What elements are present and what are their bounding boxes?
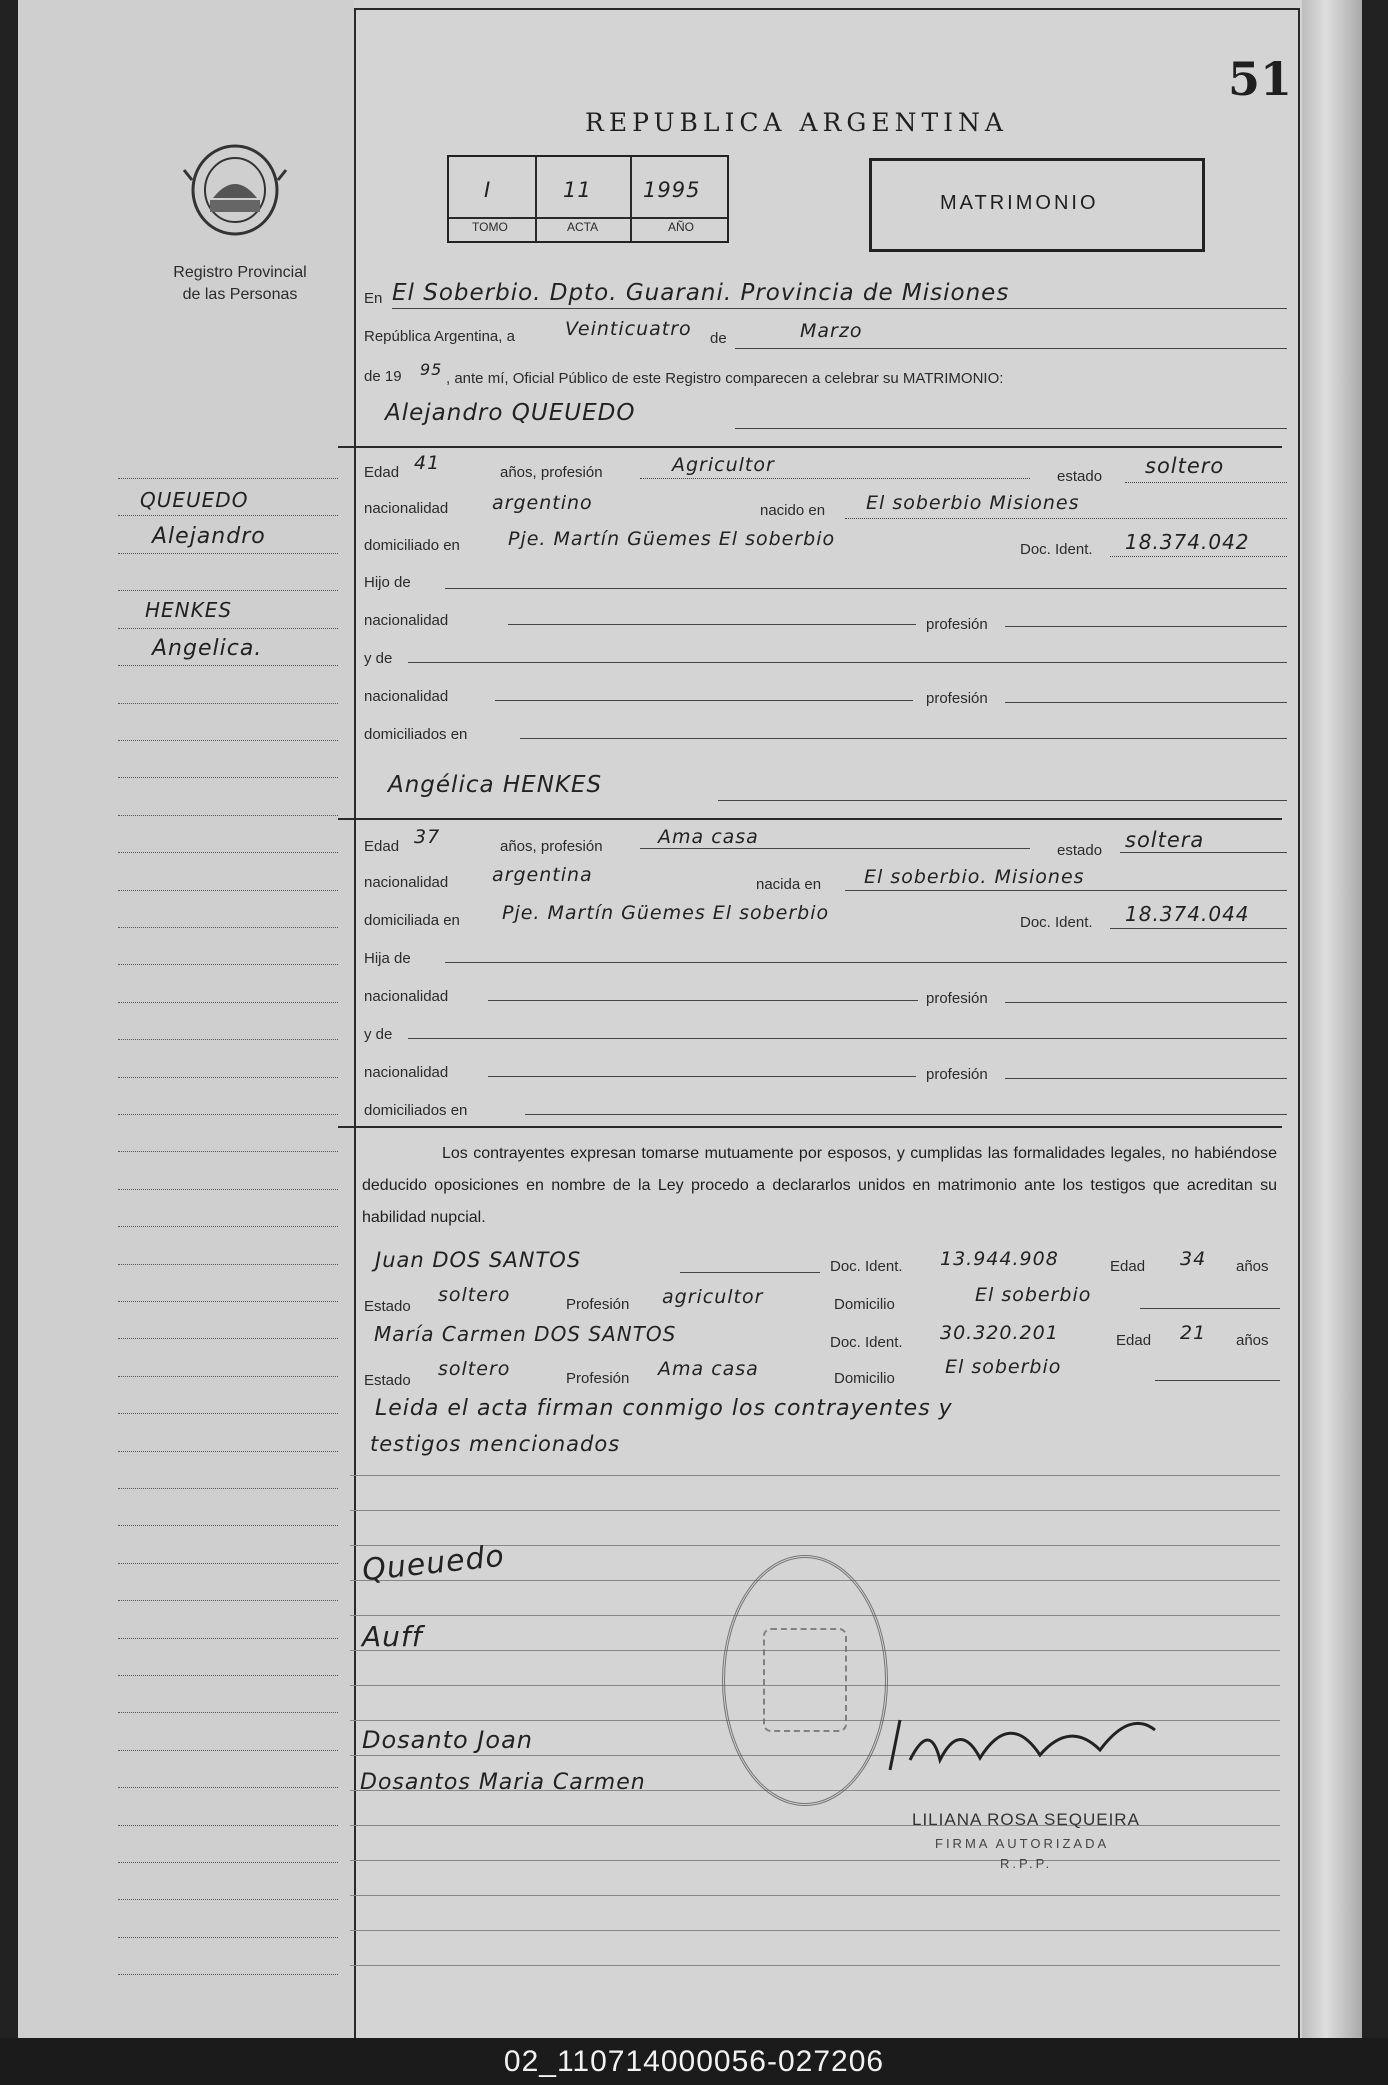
page-number: 51 (1228, 52, 1293, 106)
testigo2-estado: soltero (438, 1358, 511, 1380)
testigo2-dom-label: Domicilio (834, 1370, 895, 1387)
margin-note-name-1: Alejandro (152, 524, 266, 549)
signature-testigo-2: Dosantos Maria Carmen (360, 1770, 646, 1795)
footer-code: 02_110714000056-027206 (0, 2038, 1388, 2085)
day-value: Veinticuatro (565, 318, 692, 340)
doc-label-2: Doc. Ident. (1020, 914, 1093, 931)
section-rule (338, 446, 1282, 448)
officer-name: LILIANA ROSA SEQUEIRA (912, 1810, 1140, 1829)
nacido-label-2: nacida en (756, 876, 822, 893)
book-box-divider (630, 157, 632, 241)
estado-label-2: estado (1057, 842, 1103, 859)
doc-label-1: Doc. Ident. (1020, 541, 1093, 558)
dom-value-1: Pje. Martín Güemes El soberbio (508, 528, 836, 550)
testigo2-prof-label: Profesión (566, 1370, 630, 1387)
officer-title: FIRMA AUTORIZADA (935, 1836, 1110, 1851)
margin-note-surname-2: HENKES (145, 598, 233, 622)
testigo2-estado-label: Estado (364, 1372, 411, 1389)
tomo-label: TOMO (472, 220, 508, 234)
madre-prof-label-1: profesión (926, 690, 988, 707)
doc-value-1: 18.374.042 (1125, 530, 1250, 554)
nac-label-1: nacionalidad (364, 500, 449, 517)
estado-label-1: estado (1057, 468, 1103, 485)
testigo1-estado-label: Estado (364, 1298, 411, 1315)
section-rule (338, 818, 1282, 820)
registry-line-1: Registro Provincial (173, 264, 307, 281)
dom-label-1: domiciliado en (364, 537, 460, 554)
madre-nac-label-2: nacionalidad (364, 1064, 449, 1081)
anio-label: AÑO (668, 220, 695, 234)
testigo2-edad-label: Edad (1116, 1332, 1152, 1349)
nac-value-1: argentino (492, 492, 593, 514)
testigo2-edad: 21 (1180, 1322, 1207, 1344)
madre-nac-label-1: nacionalidad (364, 688, 449, 705)
padre-nac-label-1: nacionalidad (364, 612, 449, 629)
officer-signature-icon (870, 1700, 1170, 1790)
provincial-seal-icon (180, 140, 290, 240)
margin-divider (354, 8, 356, 2038)
official-stamp (722, 1555, 888, 1806)
edad-label-1: Edad (364, 464, 400, 481)
anio-value: 1995 (643, 178, 701, 202)
nacido-label-1: nacido en (760, 502, 826, 519)
testigo1-prof: agricultor (662, 1286, 764, 1308)
type-label: MATRIMONIO (940, 192, 1099, 214)
hija-label-2: Hija de (364, 950, 411, 967)
margin-note-surname-1: QUEUEDO (140, 488, 249, 512)
en-label: En (364, 290, 383, 307)
dom-value-2: Pje. Martín Güemes El soberbio (502, 902, 830, 924)
acta-value: 11 (563, 178, 592, 202)
registry-name (140, 262, 340, 306)
country-title: REPUBLICA ARGENTINA (585, 108, 1008, 137)
testigo1-doc: 13.944.908 (940, 1248, 1059, 1270)
signature-contrayente-2: Auff (362, 1620, 423, 1653)
nac-value-2: argentina (492, 864, 593, 886)
closing-line-1: Leida el acta firman conmigo los contrayentes y (375, 1396, 953, 1421)
testigo1-edad-label: Edad (1110, 1258, 1146, 1275)
edad-label-2: Edad (364, 838, 400, 855)
signature-contrayente-1: Queuedo (360, 1538, 507, 1589)
testigo2-anos-label: años (1236, 1332, 1269, 1349)
tomo-value: I (484, 178, 492, 202)
edad-value-2: 37 (414, 826, 441, 848)
testigo2-doc-label: Doc. Ident. (830, 1334, 903, 1351)
section-rule (338, 1126, 1282, 1128)
ante-text: , ante mí, Oficial Público de este Registro comparecen a celebrar su MATRIMONIO: (446, 370, 1004, 387)
padre-prof-label-1: profesión (926, 616, 988, 633)
yde-label-2: y de (364, 1026, 393, 1043)
margin-note-name-2: Angelica. (152, 636, 263, 661)
testigo1-prof-label: Profesión (566, 1296, 630, 1313)
contrayente2-name: Angélica HENKES (388, 772, 603, 798)
testigo2-name: María Carmen DOS SANTOS (374, 1322, 677, 1346)
yde-label-1: y de (364, 650, 393, 667)
registry-line-2: de las Personas (182, 286, 298, 303)
doms-label-2: domiciliados en (364, 1102, 468, 1119)
right-border (1298, 8, 1300, 2038)
anos-label-1: años, profesión (500, 464, 603, 481)
closing-line-2: testigos mencionados (370, 1432, 621, 1456)
top-border (354, 8, 1300, 10)
edad-value-1: 41 (414, 452, 441, 474)
nac-label-2: nacionalidad (364, 874, 449, 891)
officer-org: R.P.P. (1000, 1856, 1053, 1871)
profesion-value-2: Ama casa (658, 826, 759, 848)
testigo1-anos-label: años (1236, 1258, 1269, 1275)
testigo1-dom: El soberbio (975, 1284, 1092, 1306)
signature-testigo-1: Dosanto Joan (362, 1726, 533, 1754)
nacido-value-2: El soberbio. Misiones (864, 866, 1085, 888)
year-suffix: 95 (420, 360, 443, 379)
book-spine (1302, 0, 1362, 2038)
estado-value-1: soltero (1145, 454, 1225, 478)
de19-label: de 19 (364, 368, 402, 385)
padre-nac-label-2: nacionalidad (364, 988, 449, 1005)
de-label: de (710, 330, 727, 347)
profesion-value-1: Agricultor (672, 454, 775, 476)
contrayente1-name: Alejandro QUEUEDO (385, 400, 636, 426)
book-box-divider (535, 157, 537, 241)
republica-label: República Argentina, a (364, 328, 515, 345)
testigo1-dom-label: Domicilio (834, 1296, 895, 1313)
testigo2-dom: El soberbio (945, 1356, 1062, 1378)
testigo2-prof: Ama casa (658, 1358, 759, 1380)
anos-label-2: años, profesión (500, 838, 603, 855)
madre-prof-label-2: profesión (926, 1066, 988, 1083)
place-value: El Soberbio. Dpto. Guarani. Provincia de Misiones (392, 280, 1010, 306)
estado-value-2: soltera (1125, 828, 1205, 852)
doms-label-1: domiciliados en (364, 726, 468, 743)
testigo1-name: Juan DOS SANTOS (375, 1248, 582, 1272)
nacido-value-1: El soberbio Misiones (866, 492, 1080, 514)
testigo1-edad: 34 (1180, 1248, 1207, 1270)
declaration-text: Los contrayentes expresan tomarse mutuamente por esposos, y cumplidas las formalidades legales, no habiéndose deducido oposiciones en nombre de la Ley procedo a declararlos unidos en matrimonio ante los testigos que acreditan su habilidad nupcial. (362, 1145, 1277, 1226)
padre-prof-label-2: profesión (926, 990, 988, 1007)
doc-value-2: 18.374.044 (1125, 902, 1250, 926)
testigo1-estado: soltero (438, 1284, 511, 1306)
book-box-rule (449, 217, 727, 219)
dom-label-2: domiciliada en (364, 912, 460, 929)
testigo1-doc-label: Doc. Ident. (830, 1258, 903, 1275)
acta-label: ACTA (567, 220, 599, 234)
month-value: Marzo (800, 320, 863, 342)
testigo2-doc: 30.320.201 (940, 1322, 1059, 1344)
hijo-label-1: Hijo de (364, 574, 411, 591)
